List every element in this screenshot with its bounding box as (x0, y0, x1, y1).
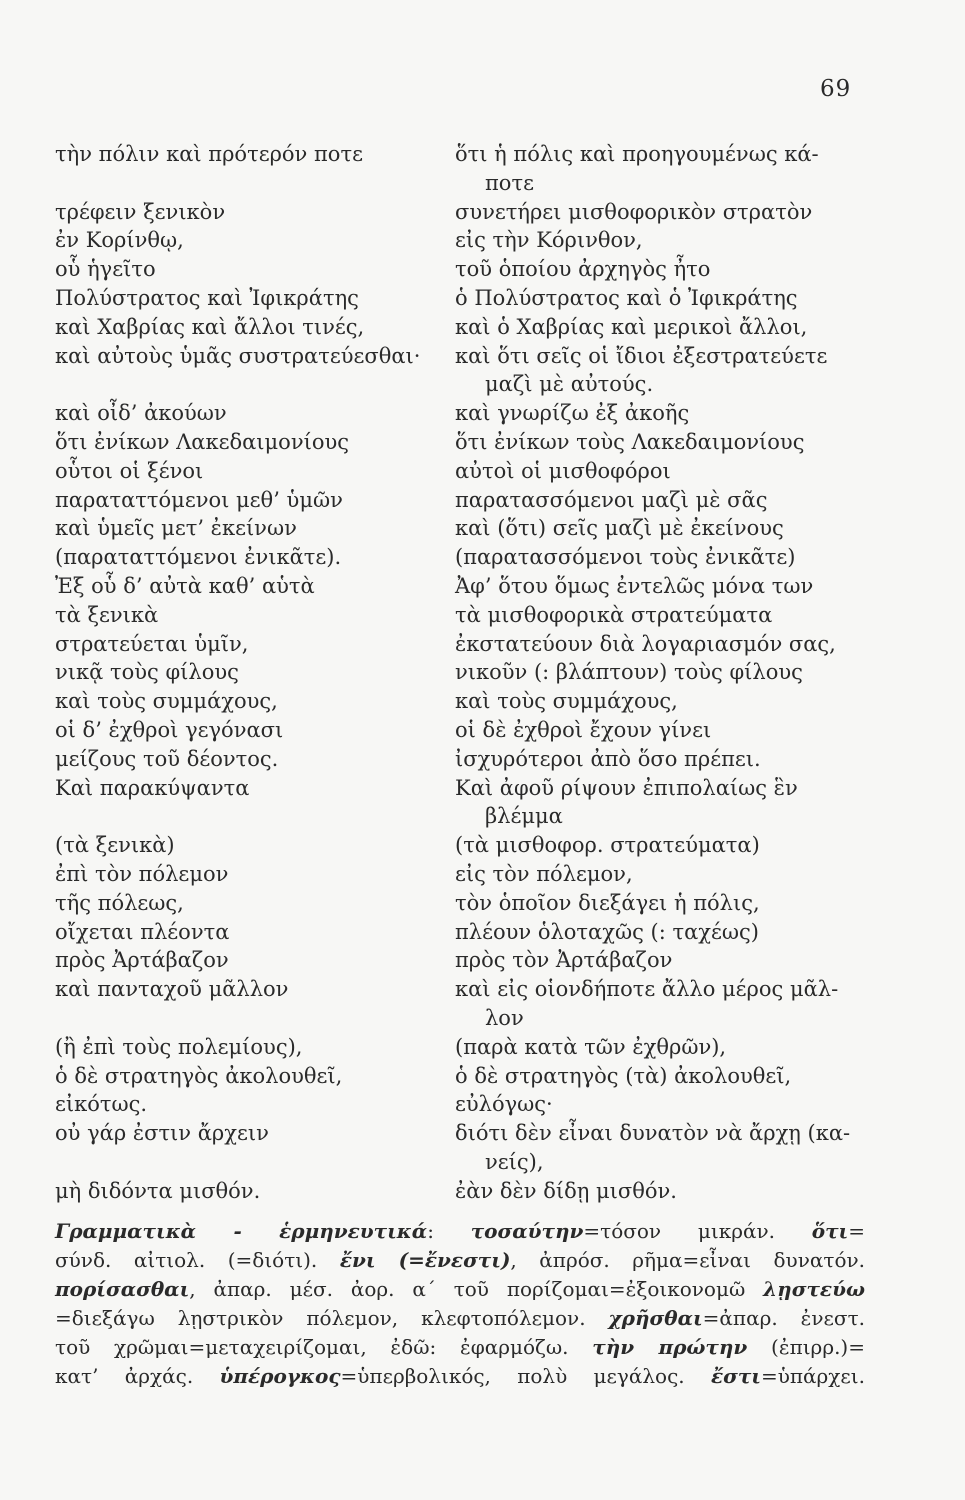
text-line: τρέφειν ξενικὸν (55, 199, 226, 224)
text-line: Καὶ παρακύψαντα (55, 775, 250, 800)
translation-line: μαζὶ μὲ αὐτούς. (485, 372, 654, 397)
translation-line: (τὰ μισθοφορ. στρατεύματα) (455, 833, 760, 858)
translation-line: καὶ ὁ Χαβρίας καὶ μερικοὶ ἄλλοι, (455, 314, 808, 339)
note-term: Γραμματικὰ - ἑρμηνευτικά (55, 1219, 428, 1243)
translation-line: ὅτι ἐνίκων τοὺς Λακεδαιμονίους (455, 429, 805, 454)
text-line: πρὸς Ἀρτάβαζον (55, 948, 229, 973)
text-line: καὶ οἶδ’ ἀκούων (55, 401, 227, 426)
text-line: καὶ αὐτοὺς ὑμᾶς συστρατεύεσθαι· (55, 343, 421, 368)
page-number: 69 (820, 76, 852, 102)
note-text: =ὑπερβολικός, πολὺ μεγάλος. (340, 1364, 711, 1388)
text-line: (ἢ ἐπὶ τοὺς πολεμίους), (55, 1034, 303, 1059)
translation-line: ἐκστατεύουν διὰ λογαριασμόν σας, (455, 631, 836, 656)
translation-line: τὰ μισθοφορικὰ στρατεύματα (455, 602, 773, 627)
text-line: καὶ πανταχοῦ μᾶλλον (55, 977, 289, 1002)
text-line: οὐ γάρ ἐστιν ἄρχειν (55, 1121, 269, 1146)
note-term: τὴν πρώτην (592, 1335, 748, 1359)
text-line (55, 169, 425, 198)
note-term: χρῆσθαι (608, 1306, 703, 1330)
translation-line: διότι δὲν εἶναι δυνατὸν νὰ ἄρχῃ (κα- (455, 1121, 851, 1146)
text-line: νικᾷ τοὺς φίλους (55, 660, 239, 685)
translation-line: (παρατασσόμενοι τοὺς ἐνικᾶτε) (455, 545, 796, 570)
translation-line: Ἀφ’ ὅτου ὅμως ἐντελῶς μόνα των (455, 573, 814, 598)
text-line: καὶ Χαβρίας καὶ ἄλλοι τινές, (55, 314, 365, 339)
translation-line: οἱ δὲ ἐχθροὶ ἔχουν γίνει (455, 717, 712, 742)
translation-line: βλέμμα (485, 804, 563, 829)
translation-line: καὶ (ὅτι) σεῖς μαζὶ μὲ ἐκείνους (455, 516, 784, 541)
text-line (55, 802, 425, 831)
text-line: στρατεύεται ὑμῖν, (55, 631, 249, 656)
text-line: οὗ ἡγεῖτο (55, 257, 156, 282)
text-line (55, 370, 425, 399)
translation-line: αὐτοὶ οἱ μισθοφόροι (455, 458, 671, 483)
note-text: (ἐπιρρ.)= (747, 1335, 865, 1359)
text-line: ὅτι ἐνίκων Λακεδαιμονίους (55, 429, 349, 454)
ancient-greek-text-column (55, 140, 425, 1205)
note-text: = (848, 1219, 865, 1243)
translation-line: τοῦ ὁποίου ἀρχηγὸς ἦτο (455, 257, 711, 282)
text-line: ἐπὶ τὸν πόλεμον (55, 861, 229, 886)
translation-line: νικοῦν (: βλάπτουν) τοὺς φίλους (455, 660, 803, 685)
translation-line: ὁ Πολύστρατος καὶ ὁ Ἰφικράτης (455, 285, 798, 310)
note-text: τοῦ χρῶμαι=μεταχειρίζομαι, ἐδῶ: ἐφαρμόζω. (55, 1335, 593, 1359)
note-line (55, 1246, 865, 1275)
note-text: , ἀπαρ. μέσ. ἀορ. α΄ τοῦ πορίζομαι=ἐξοικονομῶ (189, 1277, 764, 1301)
modern-greek-translation-column (455, 140, 875, 1205)
translation-line: ἐὰν δὲν δίδῃ μισθόν. (455, 1178, 677, 1203)
text-line (55, 1004, 425, 1033)
note-term: λῃστεύω (763, 1277, 865, 1301)
text-line: παραταττόμενοι μεθ’ ὑμῶν (55, 487, 343, 512)
note-text: =τόσον μικράν. (583, 1219, 812, 1243)
note-text: =ἀπαρ. ἐνεστ. (702, 1306, 865, 1330)
translation-line: (παρὰ κατὰ τῶν ἐχθρῶν), (455, 1034, 727, 1059)
text-line: Ἐξ οὗ δ’ αὐτὰ καθ’ αὑτὰ (55, 573, 315, 598)
text-line: οἴχεται πλέοντα (55, 919, 230, 944)
translation-line: ποτε (485, 170, 534, 195)
note-term: ὑπέρογκος (219, 1364, 341, 1388)
note-line (55, 1304, 865, 1333)
note-line (55, 1217, 865, 1246)
text-line: τὴν πόλιν καὶ πρότερόν ποτε (55, 142, 363, 166)
text-line: τὰ ξενικὰ (55, 602, 159, 627)
translation-line: λον (485, 1005, 524, 1030)
translation-line: καὶ εἰς οἱονδήποτε ἄλλο μέρος μᾶλ- (455, 977, 839, 1002)
note-term: ἔνι (=ἔνεστι) (339, 1248, 511, 1272)
translation-line: καὶ γνωρίζω ἐξ ἀκοῆς (455, 401, 690, 426)
text-line: Πολύστρατος καὶ Ἰφικράτης (55, 285, 359, 310)
note-line (55, 1275, 865, 1304)
text-line: (τὰ ξενικὰ) (55, 833, 175, 858)
text-line: οἱ δ’ ἐχθροὶ γεγόνασι (55, 717, 284, 742)
translation-line: Καὶ ἀφοῦ ρίψουν ἐπιπολαίως ἓν (455, 775, 798, 800)
note-line (55, 1362, 865, 1391)
translation-line: παρατασσόμενοι μαζὶ μὲ σᾶς (455, 487, 768, 512)
translation-line: ὁ δὲ στρατηγὸς (τὰ) ἀκολουθεῖ, (455, 1063, 792, 1088)
text-line: ἐν Κορίνθῳ, (55, 228, 184, 253)
note-text: σύνδ. αἰτιολ. (=διότι). (55, 1248, 340, 1272)
text-line: τῆς πόλεως, (55, 890, 184, 915)
translation-line: εὐλόγως· (455, 1092, 553, 1117)
text-line: μὴ διδόντα μισθόν. (55, 1178, 261, 1203)
translation-line: καὶ τοὺς συμμάχους, (455, 689, 678, 714)
note-term: τοσαύτην (470, 1219, 584, 1243)
note-text: : (427, 1219, 471, 1243)
translation-line: πλέουν ὁλοταχῶς (: ταχέως) (455, 919, 759, 944)
translation-line: τὸν ὁποῖον διεξάγει ἡ πόλις, (455, 890, 760, 915)
text-line: ὁ δὲ στρατηγὸς ἀκολουθεῖ, (55, 1063, 343, 1088)
text-line: καὶ τοὺς συμμάχους, (55, 689, 278, 714)
text-line: εἰκότως. (55, 1092, 148, 1117)
note-text: , ἀπρόσ. ρῆμα=εἶναι δυνατόν. (510, 1248, 865, 1272)
translation-line: νείς), (485, 1149, 544, 1174)
translation-line: εἰς τὴν Κόρινθον, (455, 228, 643, 253)
translation-line: καὶ ὅτι σεῖς οἱ ἴδιοι ἐξεστρατεύετε (455, 343, 828, 368)
note-term: ἔστι (710, 1364, 761, 1388)
text-line: οὗτοι οἱ ξένοι (55, 458, 204, 483)
translation-line: ὅτι ἡ πόλις καὶ προηγουμένως κά- (455, 142, 819, 166)
translation-line: πρὸς τὸν Ἀρτάβαζον (455, 948, 673, 973)
note-text: κατ’ ἀρχάς. (55, 1364, 220, 1388)
note-text: =διεξάγω λῃστρικὸν πόλεμον, κλεφτοπόλεμον. (55, 1306, 609, 1330)
translation-line: συνετήρει μισθοφορικὸν στρατὸν (455, 199, 813, 224)
text-line: καὶ ὑμεῖς μετ’ ἐκείνων (55, 516, 297, 541)
grammar-notes (55, 1217, 865, 1391)
text-line: μείζους τοῦ δέοντος. (55, 746, 279, 771)
text-line: (παραταττόμενοι ἐνικᾶτε). (55, 545, 342, 570)
note-term: πορίσασθαι (55, 1277, 190, 1301)
translation-line: ἰσχυρότεροι ἀπὸ ὅσο πρέπει. (455, 746, 761, 771)
note-text: =ὑπάρχει. (760, 1364, 865, 1388)
text-line (55, 1148, 425, 1177)
note-term: ὅτι (811, 1219, 849, 1243)
note-line (55, 1333, 865, 1362)
translation-line: εἰς τὸν πόλεμον, (455, 861, 633, 886)
